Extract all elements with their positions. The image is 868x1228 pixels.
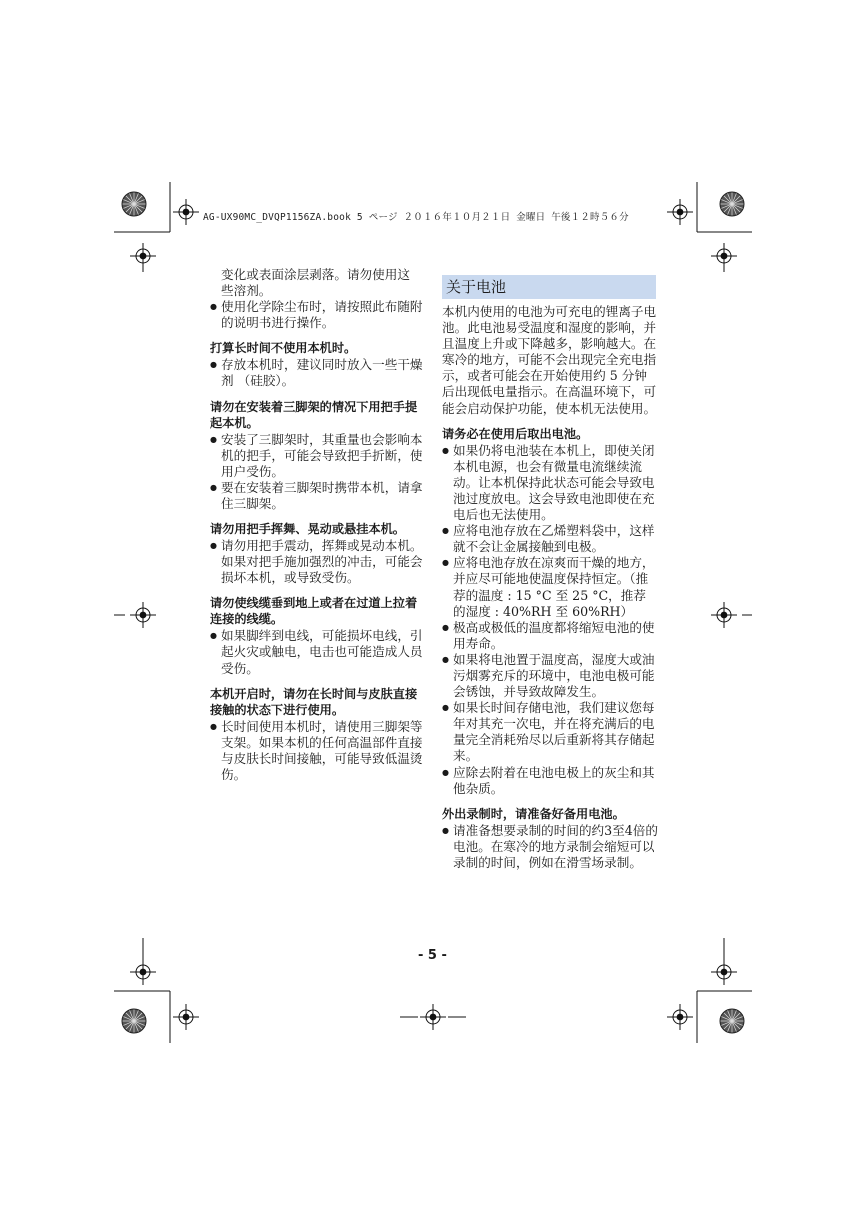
list-item: ● 应将电池存放在乙烯塑料袋中，这样就不会让金属接触到电极。 (442, 523, 658, 555)
list-item: ● 如果长时间存储电池，我们建议您每年对其充一次电，并在将充满后的电量完全消耗殆尽以后重新将其存储起来。 (442, 700, 658, 764)
list-item: ● 长时间使用本机时，请使用三脚架等支架。如果本机的任何高温部件直接与皮肤长时间接触，可能导致低温烫伤。 (210, 719, 423, 783)
section-title: 请勿用把手挥舞、晃动或悬挂本机。 (210, 522, 405, 537)
list-item: ● 应将电池存放在凉爽而干燥的地方，并应尽可能地使温度保持恒定。（推荐的温度 : 15 °C 至 25 °C，推荐的湿度 : 40%RH 至 60%RH） (442, 555, 658, 619)
list-item: ● 如果仍将电池装在本机上，即使关闭本机电源，也会有微量电流继续流动。让本机保持此状态可能会导致电池过度放电。这会导致电池即使在充电后也无法使用。 (442, 443, 658, 523)
section-title: 请务必在使用后取出电池。 (442, 426, 589, 441)
section-title: 请勿在安装着三脚架的情况下用把手提起本机。 (210, 399, 418, 430)
list-item: ● 如果将电池置于温度高，湿度大或油污烟雾充斥的环境中，电池电极可能会锈蚀，并导致故障发生。 (442, 652, 658, 700)
continued-line: 些溶剂。 (221, 283, 272, 299)
page-number: - 5 - (418, 948, 447, 963)
list-item: ● 请勿用把手震动，挥舞或晃动本机。如果对把手施加强烈的冲击，可能会损坏本机，或导致受伤。 (210, 538, 423, 586)
left-column (210, 267, 423, 783)
list-item: ● 请准备想要录制的时间的约3至4倍的电池。在寒冷的地方录制会缩短可以录制的时间，例如在滑雪场录制。 (442, 823, 658, 871)
list-item: ● 存放本机时，建议同时放入一些干燥剂 （硅胶）。 (210, 357, 423, 389)
list-item: ● 要在安装着三脚架时携带本机，请拿住三脚架。 (210, 480, 423, 512)
battery-section-heading: 关于电池 (442, 275, 656, 299)
section-title: 外出录制时，请准备好备用电池。 (442, 806, 625, 821)
list-item: ● 极高或极低的温度都将缩短电池的使用寿命。 (442, 620, 658, 652)
right-column (442, 275, 658, 871)
list-item: ● 使用化学除尘布时，请按照此布随附的说明书进行操作。 (210, 299, 423, 331)
battery-intro: 本机内使用的电池为可充电的锂离子电池。此电池易受温度和湿度的影响，并且温度上升或下降越多，影响越大。在寒冷的地方，可能不会出现完全充电指示，或者可能会在开始使用约 5 分钟后出现低电量指示。在高温环境下，可能会启动保护功能，使本机无法使用。 (442, 304, 657, 416)
section-title: 打算长时间不使用本机时。 (210, 341, 357, 356)
section-title: 请勿使线缆垂到地上或者在过道上拉着连接的线缆。 (210, 596, 418, 627)
list-item: ● 安装了三脚架时，其重量也会影响本机的把手，可能会导致把手折断，使用户受伤。 (210, 432, 423, 480)
list-item: ● 应除去附着在电池电极上的灰尘和其他杂质。 (442, 765, 658, 797)
print-header: AG-UX90MC_DVQP1156ZA.book 5 ページ ２０１６年１０月２１日 金曜日 午後１２時５６分 (203, 212, 629, 223)
list-item: ● 如果脚绊到电线，可能损坏电线，引起火灾或触电，电击也可能造成人员受伤。 (210, 628, 423, 676)
section-title: 本机开启时，请勿在长时间与皮肤直接接触的状态下进行使用。 (210, 686, 418, 717)
continued-line: 变化或表面涂层剥落。请勿使用这 (221, 267, 410, 282)
